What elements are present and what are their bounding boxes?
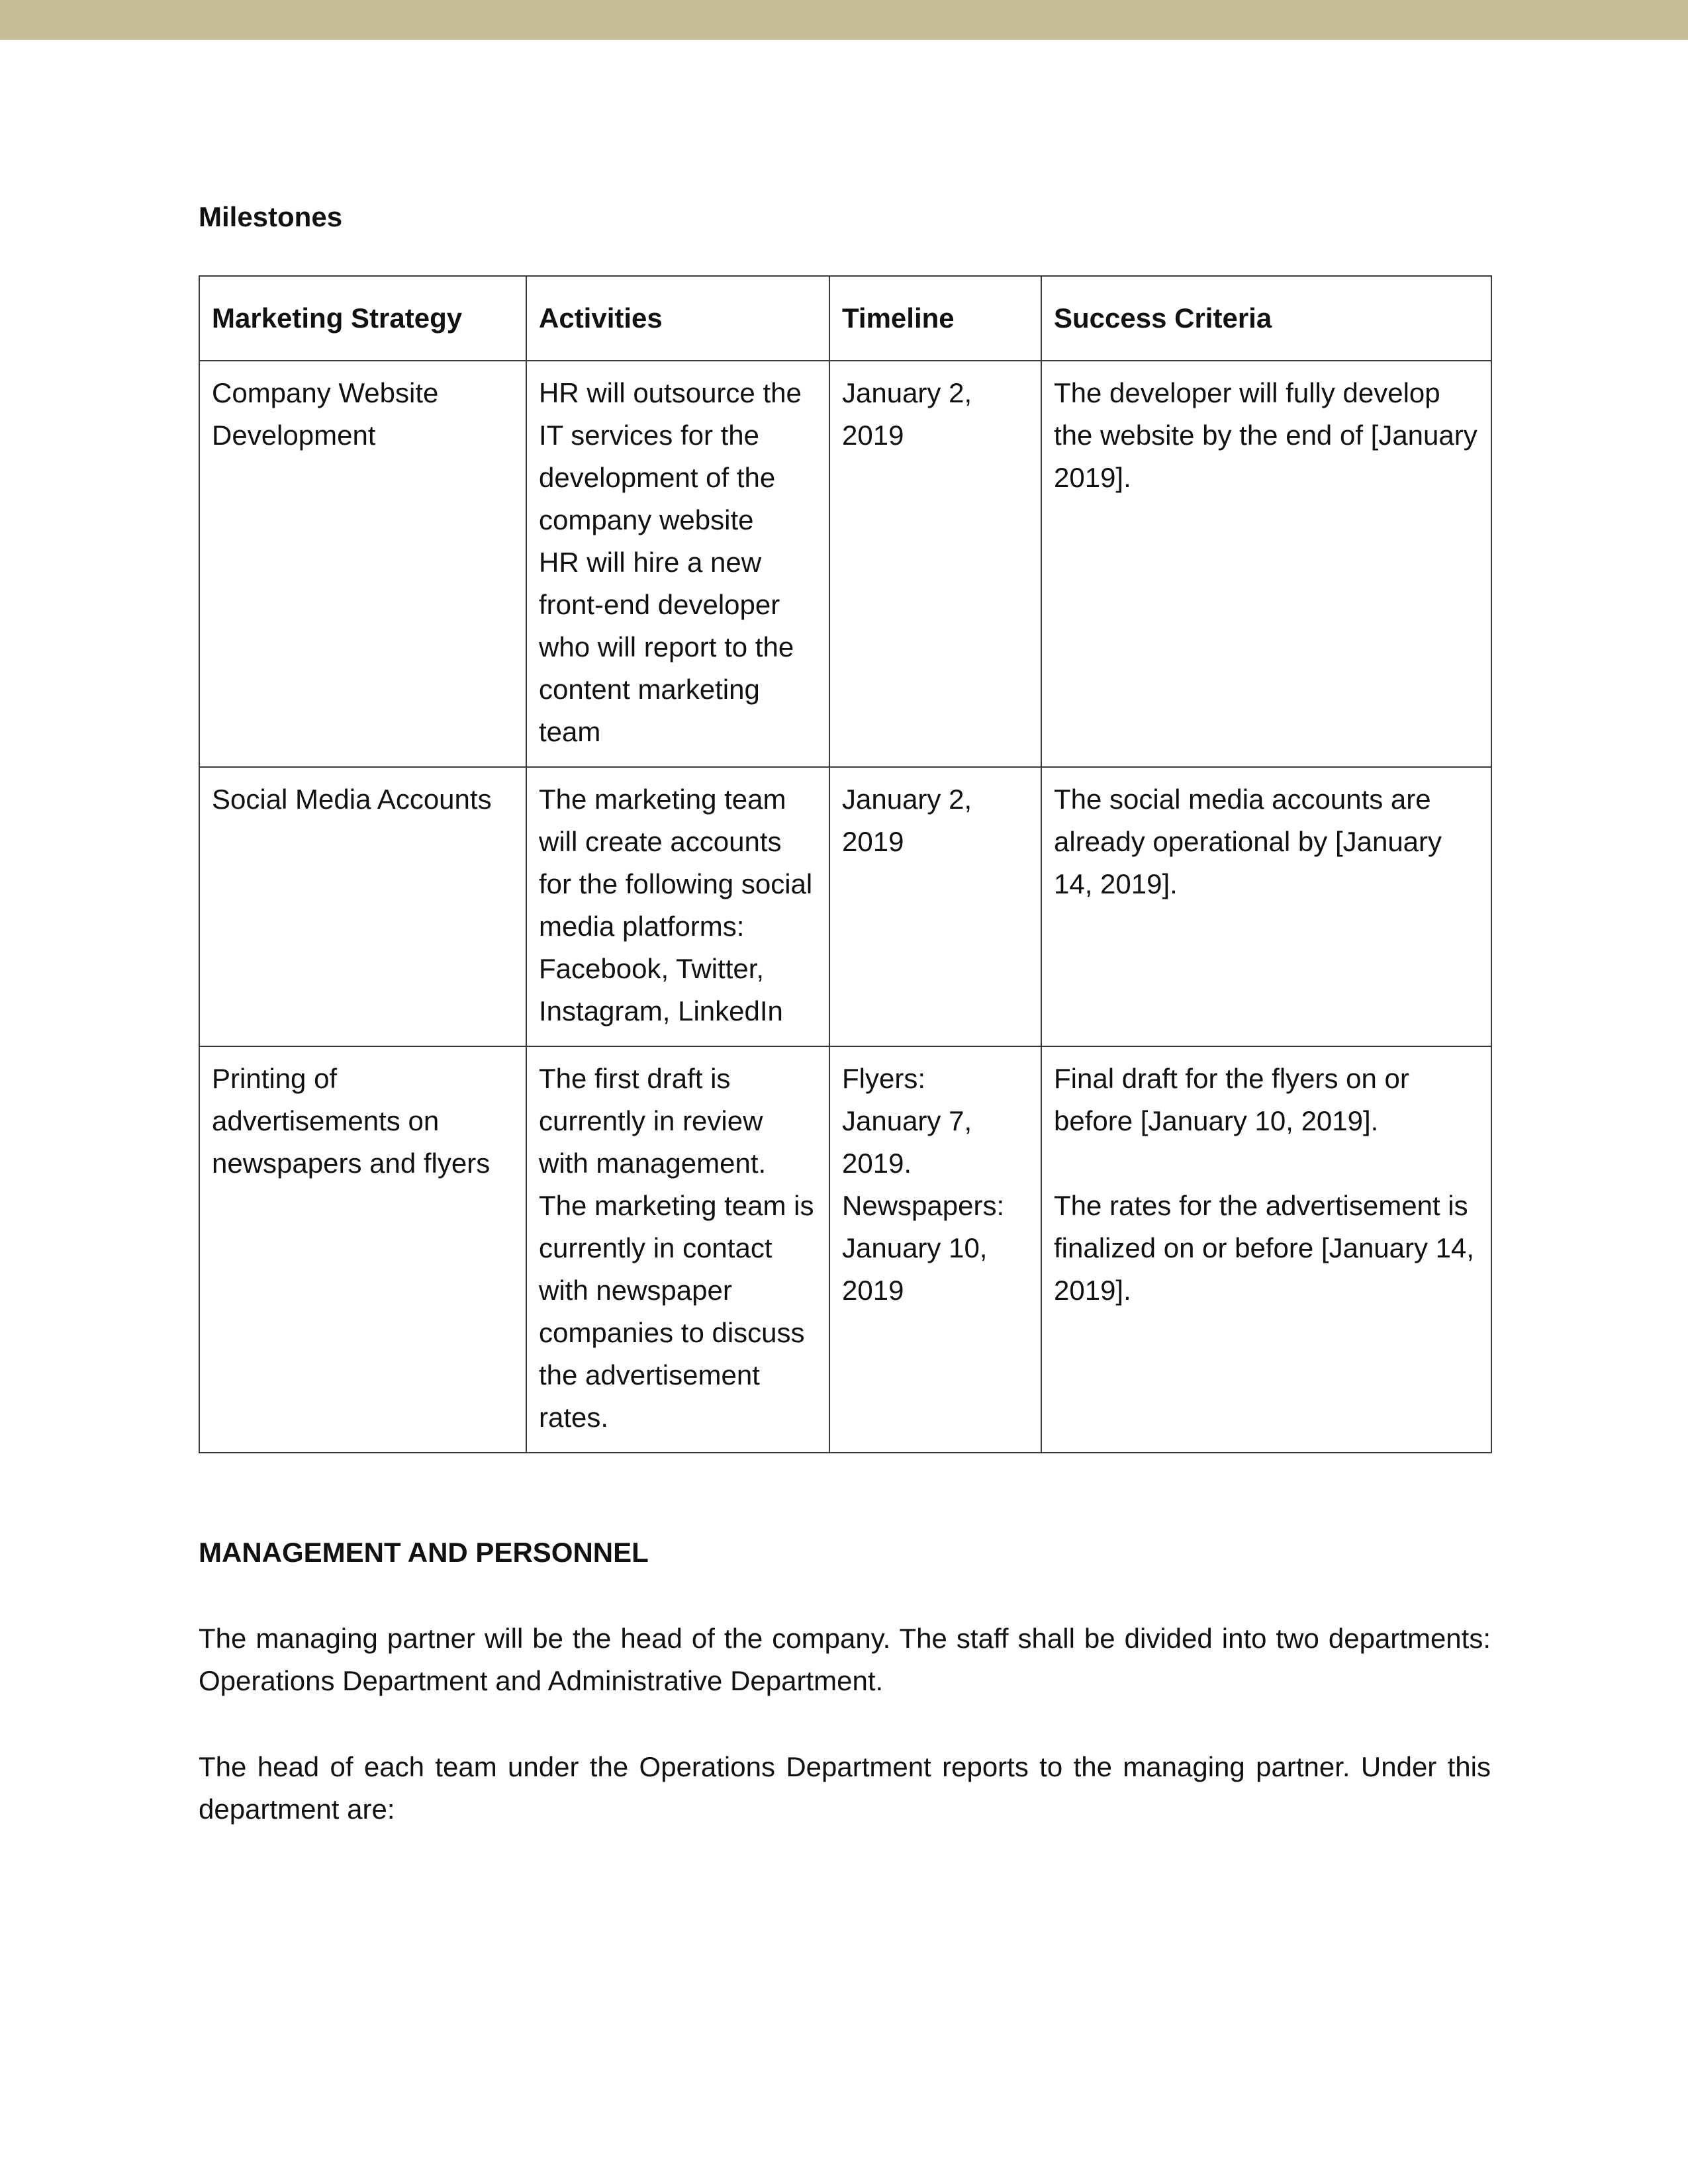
page-content	[199, 192, 1491, 1831]
table-row	[199, 1046, 1491, 1453]
top-decorative-band	[0, 0, 1688, 40]
criteria-text: The rates for the advertisement is finalized on or before [January 14, 2019].	[1054, 1190, 1475, 1306]
timeline-text: Newspapers: January 10, 2019	[842, 1190, 1005, 1306]
table-header-row	[199, 276, 1491, 361]
strategy-text: Social Media Accounts	[212, 784, 492, 815]
management-heading: MANAGEMENT AND PERSONNEL	[199, 1537, 649, 1568]
cell-timeline	[829, 361, 1041, 767]
cell-timeline	[829, 1046, 1041, 1453]
criteria-spacer	[1054, 1142, 1479, 1185]
strategy-text: Printing of advertisements on newspapers and flyers	[212, 1063, 491, 1179]
header-marketing-strategy: Marketing Strategy	[199, 276, 526, 361]
criteria-text: Final draft for the flyers on or before [January 10, 2019].	[1054, 1063, 1409, 1136]
cell-strategy	[199, 1046, 526, 1453]
header-activities: Activities	[526, 276, 829, 361]
milestones-table	[199, 275, 1492, 1453]
cell-timeline	[829, 767, 1041, 1046]
strategy-text: Company Website Development	[212, 377, 439, 451]
cell-activities	[526, 361, 829, 767]
timeline-text: January 2, 2019	[842, 784, 972, 857]
table-row	[199, 361, 1491, 767]
cell-criteria	[1041, 1046, 1491, 1453]
activity-text: HR will outsource the IT services for the development of the company website	[539, 377, 802, 535]
cell-activities	[526, 767, 829, 1046]
cell-criteria	[1041, 361, 1491, 767]
criteria-text: The developer will fully develop the website by the end of [January 2019].	[1054, 377, 1477, 493]
cell-strategy	[199, 361, 526, 767]
management-paragraph: The head of each team under the Operations Department reports to the managing partner. Under this department are:	[199, 1751, 1491, 1825]
activity-text: The marketing team will create accounts for the following social media platforms: Facebook, Twitter, Instagram, LinkedIn	[539, 784, 813, 1026]
activity-text: The marketing team is currently in contact with newspaper companies to discuss the advertisement rates.	[539, 1190, 814, 1433]
table-row	[199, 767, 1491, 1046]
header-timeline: Timeline	[829, 276, 1041, 361]
milestones-label: Milestones	[199, 201, 343, 232]
activity-text: The first draft is currently in review with management.	[539, 1063, 767, 1179]
criteria-text: The social media accounts are already operational by [January 14, 2019].	[1054, 784, 1442, 899]
cell-activities	[526, 1046, 829, 1453]
cell-criteria	[1041, 767, 1491, 1046]
header-success-criteria: Success Criteria	[1041, 276, 1491, 361]
timeline-text: Flyers: January 7, 2019.	[842, 1063, 972, 1179]
cell-strategy	[199, 767, 526, 1046]
management-paragraph: The managing partner will be the head of the company. The staff shall be divided into two departments: Operations Department and Administrative Department.	[199, 1623, 1491, 1696]
timeline-text: January 2, 2019	[842, 377, 972, 451]
activity-text: HR will hire a new front-end developer who will report to the content marketing team	[539, 547, 794, 747]
